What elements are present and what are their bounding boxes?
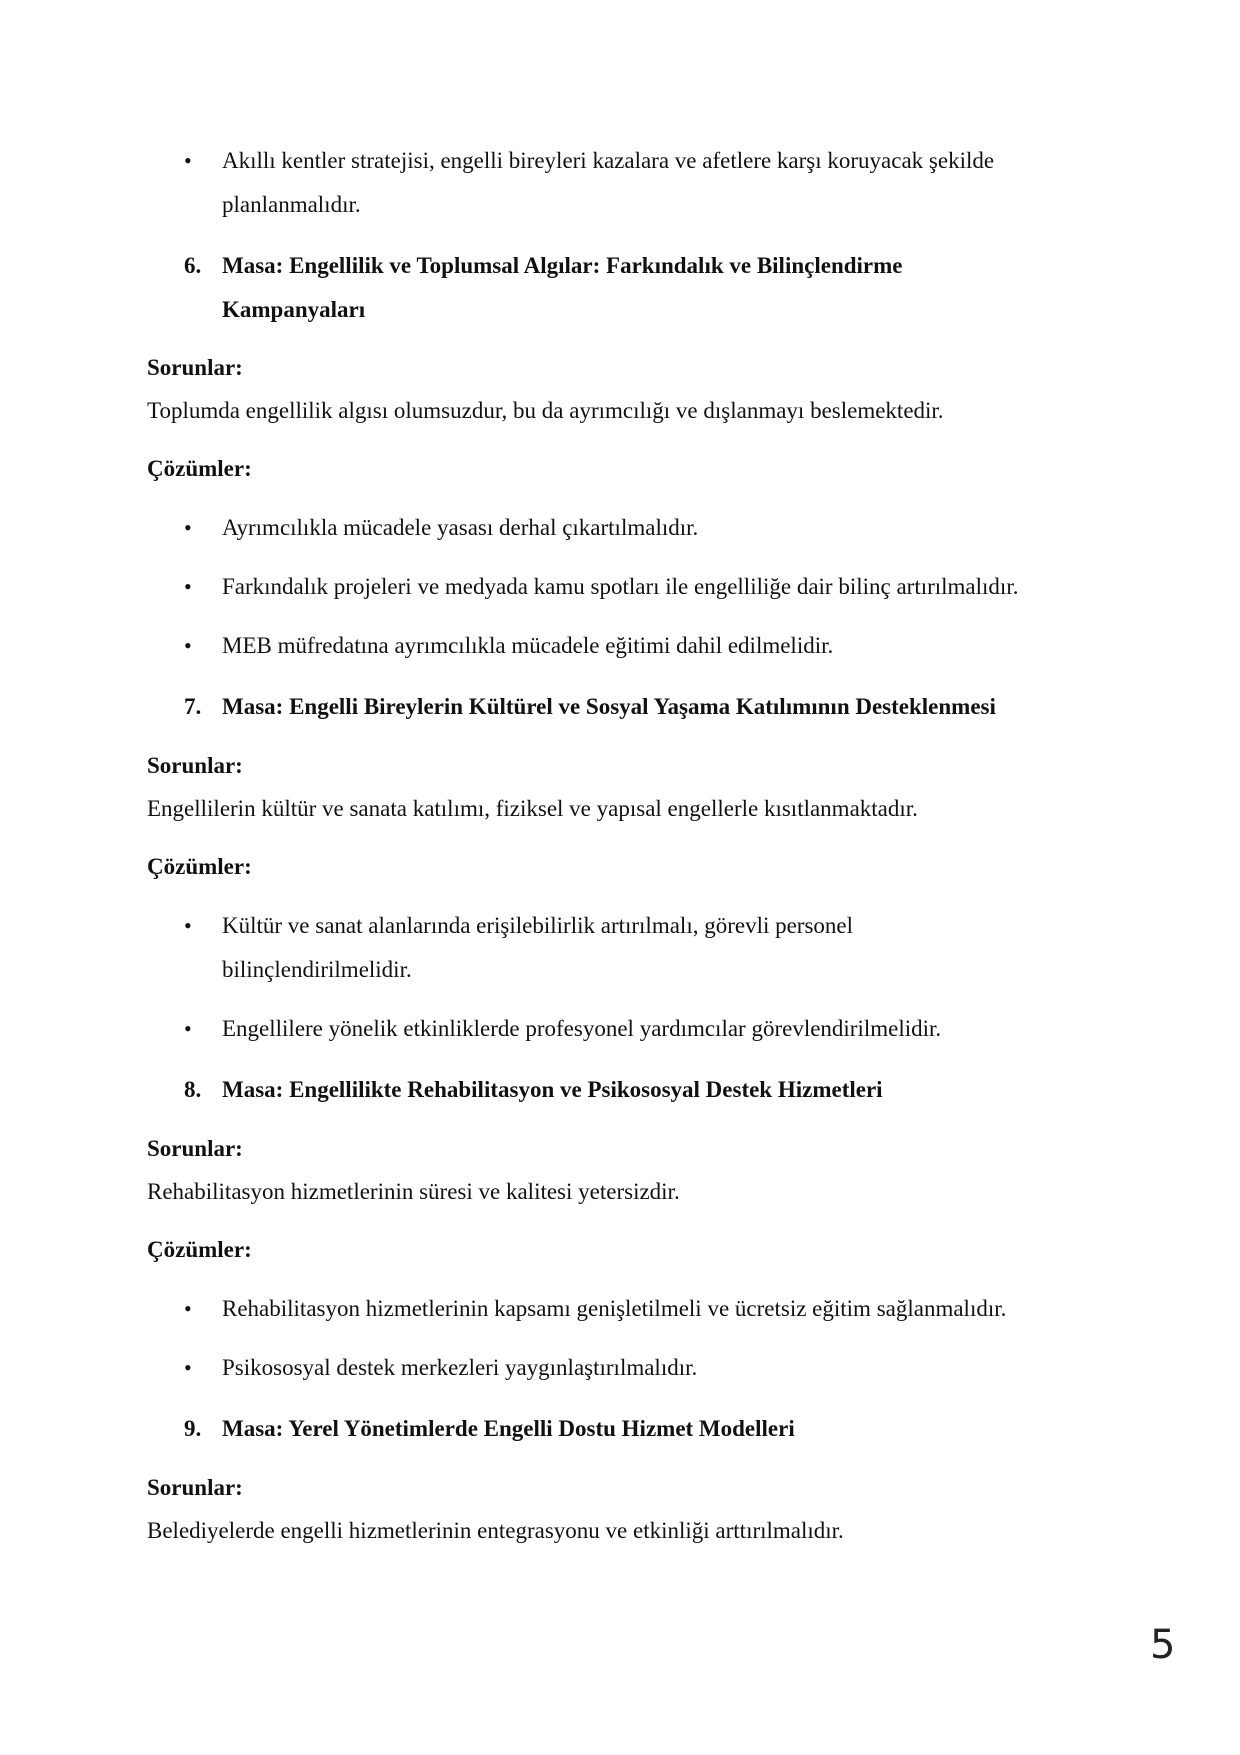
solution-item: Psikososyal destek merkezleri yaygınlaştırılmalıdır. <box>222 1355 698 1380</box>
bullet: • <box>184 913 192 938</box>
bullet-text-continued: planlanmalıdır. <box>222 192 361 217</box>
solutions-label: Çözümler: <box>147 1237 252 1262</box>
section-number: 7. <box>184 694 202 719</box>
bullet: • <box>184 1016 192 1041</box>
section-number: 6. <box>184 253 202 278</box>
solution-item: MEB müfredatına ayrımcılıkla mücadele eğitimi dahil edilmelidir. <box>222 633 834 658</box>
bullet: • <box>184 1355 192 1380</box>
solutions-label: Çözümler: <box>147 854 252 879</box>
problems-label: Sorunlar: <box>147 753 243 778</box>
section-number: 8. <box>184 1077 202 1102</box>
problems-label: Sorunlar: <box>147 1475 243 1500</box>
bullet: • <box>184 515 192 540</box>
bullet: • <box>184 574 192 599</box>
solutions-label: Çözümler: <box>147 456 252 481</box>
problems-label: Sorunlar: <box>147 1136 243 1161</box>
solution-item: Kültür ve sanat alanlarında erişilebilirlik artırılmalı, görevli personel <box>222 913 854 938</box>
section-title: Masa: Engelli Bireylerin Kültürel ve Sosyal Yaşama Katılımının Desteklenmesi <box>222 694 996 719</box>
solution-item: Ayrımcılıkla mücadele yasası derhal çıkartılmalıdır. <box>222 515 699 540</box>
bullet-text: Akıllı kentler stratejisi, engelli bireyleri kazalara ve afetlere karşı koruyacak şekilde <box>222 148 995 173</box>
page-number: 5 <box>1150 1622 1176 1668</box>
solution-item: Rehabilitasyon hizmetlerinin kapsamı genişletilmeli ve ücretsiz eğitim sağlanmalıdır. <box>222 1296 1007 1321</box>
solution-item-continued: bilinçlendirilmelidir. <box>222 957 412 982</box>
problems-label: Sorunlar: <box>147 355 243 380</box>
section-title: Masa: Engellilik ve Toplumsal Algılar: Farkındalık ve Bilinçlendirme <box>222 253 903 278</box>
bullet: • <box>184 633 192 658</box>
problem-text: Belediyelerde engelli hizmetlerinin entegrasyonu ve etkinliği arttırılmalıdır. <box>147 1518 844 1543</box>
bullet: • <box>184 148 192 173</box>
problem-text: Toplumda engellilik algısı olumsuzdur, bu da ayrımcılığı ve dışlanmayı beslemektedir. <box>147 398 944 423</box>
section-number: 9. <box>184 1416 202 1441</box>
bullet: • <box>184 1296 192 1321</box>
section-title: Masa: Yerel Yönetimlerde Engelli Dostu Hizmet Modelleri <box>222 1416 795 1441</box>
problem-text: Rehabilitasyon hizmetlerinin süresi ve kalitesi yetersizdir. <box>147 1179 680 1204</box>
solution-item: Farkındalık projeleri ve medyada kamu spotları ile engelliliğe dair bilinç artırılmalıdır. <box>222 574 1019 599</box>
problem-text: Engellilerin kültür ve sanata katılımı, fiziksel ve yapısal engellerle kısıtlanmaktadır. <box>147 796 918 821</box>
section-title: Masa: Engellilikte Rehabilitasyon ve Psikososyal Destek Hizmetleri <box>222 1077 883 1102</box>
solution-item: Engellilere yönelik etkinliklerde profesyonel yardımcılar görevlendirilmelidir. <box>222 1016 942 1041</box>
section-title-continued: Kampanyaları <box>222 297 366 322</box>
